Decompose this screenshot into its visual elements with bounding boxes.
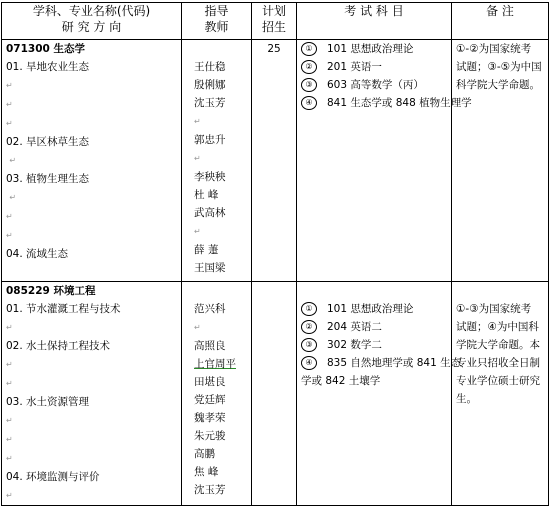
exam-item: ② 201 英语一 bbox=[297, 58, 451, 76]
section1-row bbox=[2, 40, 549, 282]
note-line: 专业学位硕士研究 bbox=[456, 375, 540, 387]
advisor-name: 田堪良 bbox=[194, 376, 226, 388]
direction-name: 03. 植物生理生态 bbox=[6, 173, 90, 185]
admissions-table bbox=[1, 2, 549, 506]
direction-name: 04. 环境监测与评价 bbox=[6, 471, 100, 483]
advisor-name: 李秧秧 bbox=[194, 171, 226, 183]
advisor-name: 高鹏 bbox=[194, 448, 215, 460]
header-discipline: 学科、专业名称(代码) 研 究 方 向 bbox=[2, 3, 182, 40]
direction-name: 01. 旱地农业生态 bbox=[6, 61, 90, 73]
advisor-name: 范兴科 bbox=[194, 303, 226, 315]
exam-item: ④ 835 自然地理学或 841 生态 bbox=[297, 354, 451, 372]
section1-notes-cell bbox=[452, 40, 549, 282]
header-quota: 计划 招生 bbox=[252, 3, 297, 40]
exam-item: ② 204 英语二 bbox=[297, 318, 451, 336]
note-line: 学院大学命题。本 bbox=[456, 339, 540, 351]
advisor-name: 殷俐娜 bbox=[194, 79, 226, 91]
section2-advisors-cell: 范兴科 ↵ 高照良 上官周平 田堪良 党廷辉 魏孝荣 朱元骏 高鹏 焦 峰 沈玉芳 bbox=[182, 282, 252, 506]
header-row bbox=[2, 3, 549, 40]
note-line: ①-③为国家统考 bbox=[456, 303, 532, 315]
advisor-name: 王仕稳 bbox=[194, 61, 226, 73]
note-line: 试题；③-⑤为中国 bbox=[456, 61, 542, 73]
advisor-name: 薛 萐 bbox=[194, 244, 219, 256]
advisor-name: 杜 峰 bbox=[194, 189, 219, 201]
section2-quota-cell bbox=[252, 282, 297, 506]
header-advisor: 指导 教师 bbox=[182, 3, 252, 40]
note-line: 试题；④为中国科 bbox=[456, 321, 539, 333]
advisor-name: 沈玉芳 bbox=[194, 97, 226, 109]
direction-name: 03. 水土资源管理 bbox=[6, 396, 90, 408]
direction-name: 01. 节水灌溉工程与技术 bbox=[6, 303, 121, 315]
direction-name: 02. 水土保持工程技术 bbox=[6, 340, 111, 352]
exam-item: ④ 841 生态学或 848 植物生理学 bbox=[297, 94, 451, 112]
discipline-title: 071300 生态学 bbox=[6, 43, 85, 55]
direction-name: 04. 流域生态 bbox=[6, 248, 69, 260]
advisor-name: 武高林 bbox=[194, 207, 226, 219]
section1-exams-cell bbox=[297, 40, 472, 282]
note-line: 科学院大学命题。 bbox=[456, 79, 540, 91]
advisor-name: 高照良 bbox=[194, 340, 226, 352]
discipline-title: 085229 环境工程 bbox=[6, 285, 96, 297]
exam-item: ③ 603 高等数学（丙） bbox=[297, 76, 451, 94]
note-line: ①-②为国家统考 bbox=[456, 43, 532, 55]
advisor-name: 上官周平 bbox=[194, 358, 236, 370]
section2-directions-cell: 085229 环境工程 01. 节水灌溉工程与技术 ↵ 02. 水土保持工程技术 ↵ ↵ 03. 水土资源管理 ↵ ↵ ↵ 04. 环境监测与评价 ↵ bbox=[2, 282, 182, 506]
note-line: 生。 bbox=[456, 393, 477, 405]
exam-item: ① 101 思想政治理论 bbox=[297, 300, 451, 318]
section1-directions-cell: 071300 生态学 01. 旱地农业生态 ↵ ↵ ↵ 02. 旱区林草生态 ↵ 03. 植物生理生态 ↵ ↵ ↵ 04. 流域生态 bbox=[2, 40, 182, 282]
advisor-name: 沈玉芳 bbox=[194, 484, 226, 496]
advisor-name: 郭忠升 bbox=[194, 134, 226, 146]
exam-item: ③ 302 数学二 bbox=[297, 336, 451, 354]
advisor-name: 朱元骏 bbox=[194, 430, 226, 442]
direction-name: 02. 旱区林草生态 bbox=[6, 136, 90, 148]
header-exams: 考 试 科 目 bbox=[297, 3, 452, 40]
advisor-name: 焦 峰 bbox=[194, 466, 219, 478]
exam-item-continued: 学或 842 土壤学 bbox=[301, 375, 381, 387]
advisor-name: 王国梁 bbox=[194, 262, 226, 274]
note-line: 专业只招收全日制 bbox=[456, 357, 540, 369]
advisor-name: 魏孝荣 bbox=[194, 412, 226, 424]
exam-item: ① 101 思想政治理论 bbox=[297, 40, 451, 58]
section2-exams-cell bbox=[297, 282, 462, 506]
section1-quota-cell bbox=[252, 40, 297, 282]
section2-notes-cell bbox=[452, 282, 549, 506]
header-notes: 备 注 bbox=[452, 3, 549, 40]
quota-value: 25 bbox=[267, 43, 281, 55]
section1-advisors-cell: 王仕稳 殷俐娜 沈玉芳 ↵ 郭忠升 ↵ 李秧秧 杜 峰 武高林 ↵ 薛 萐 王国梁 bbox=[182, 40, 252, 282]
advisor-name: 党廷辉 bbox=[194, 394, 226, 406]
section2-row bbox=[2, 282, 549, 506]
